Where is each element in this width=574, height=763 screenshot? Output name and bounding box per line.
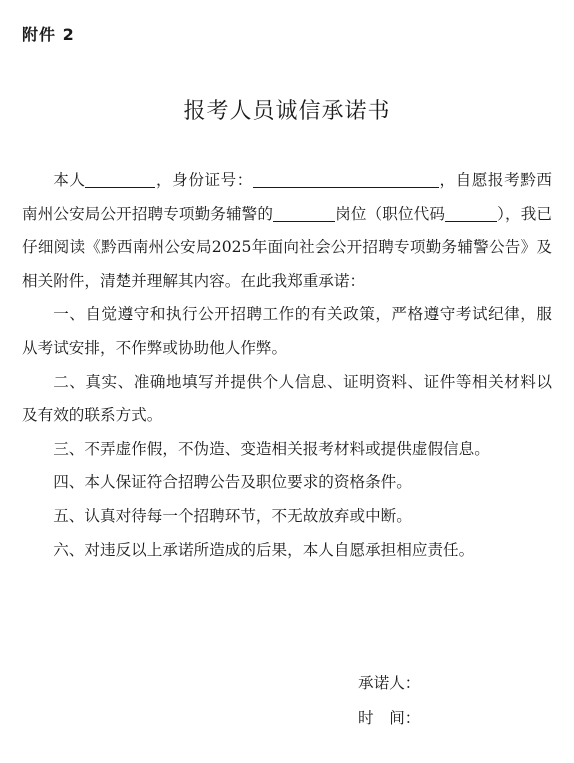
document-body [22, 164, 552, 567]
promiser-signature-label: 承诺人： [358, 674, 421, 692]
name-blank[interactable] [85, 169, 155, 188]
commitment-item-4: 四、本人保证符合招聘公告及职位要求的资格条件。 [53, 473, 412, 492]
intro-text-id-prefix: ，身份证号： [155, 171, 253, 189]
id-number-blank[interactable] [253, 169, 439, 188]
intro-text-name-prefix: 本人 [53, 171, 86, 189]
intro-text-apply: ，自愿报考黔西南州公安局公开招聘专项勤务辅警的 [22, 171, 552, 223]
attachment-label: 附件 2 [22, 25, 75, 44]
commitment-item-3: 三、不弄虚作假，不伪造、变造相关报考材料或提供虚假信息。 [53, 439, 490, 458]
commitment-item-2: 二、真实、准确地填写并提供个人信息、证明资料、证件等相关材料以及有效的联系方式。 [22, 372, 552, 425]
commitment-item-6: 六、对违反以上承诺所造成的后果，本人自愿承担相应责任。 [53, 540, 475, 559]
commitment-item-5: 五、认真对待每一个招聘环节，不无故放弃或中断。 [53, 506, 412, 525]
intro-paragraph [22, 164, 552, 298]
document-title: 报考人员诚信承诺书 [183, 99, 391, 124]
intro-text-rest: ），我已仔细阅读《黔西南州公安局2025年面向社会公开招聘专项勤务辅警公告》及相关附件，清楚并理解其内容。在此我郑重承诺： [22, 204, 552, 290]
commitment-item-1: 一、自觉遵守和执行公开招聘工作的有关政策，严格遵守考试纪律，服从考试安排，不作弊或协助他人作弊。 [22, 305, 552, 357]
signature-date-label: 时 间： [358, 709, 421, 727]
position-blank[interactable] [273, 203, 335, 222]
position-code-blank[interactable] [445, 203, 497, 222]
intro-text-code-prefix: 岗位（职位代码 [335, 204, 446, 223]
